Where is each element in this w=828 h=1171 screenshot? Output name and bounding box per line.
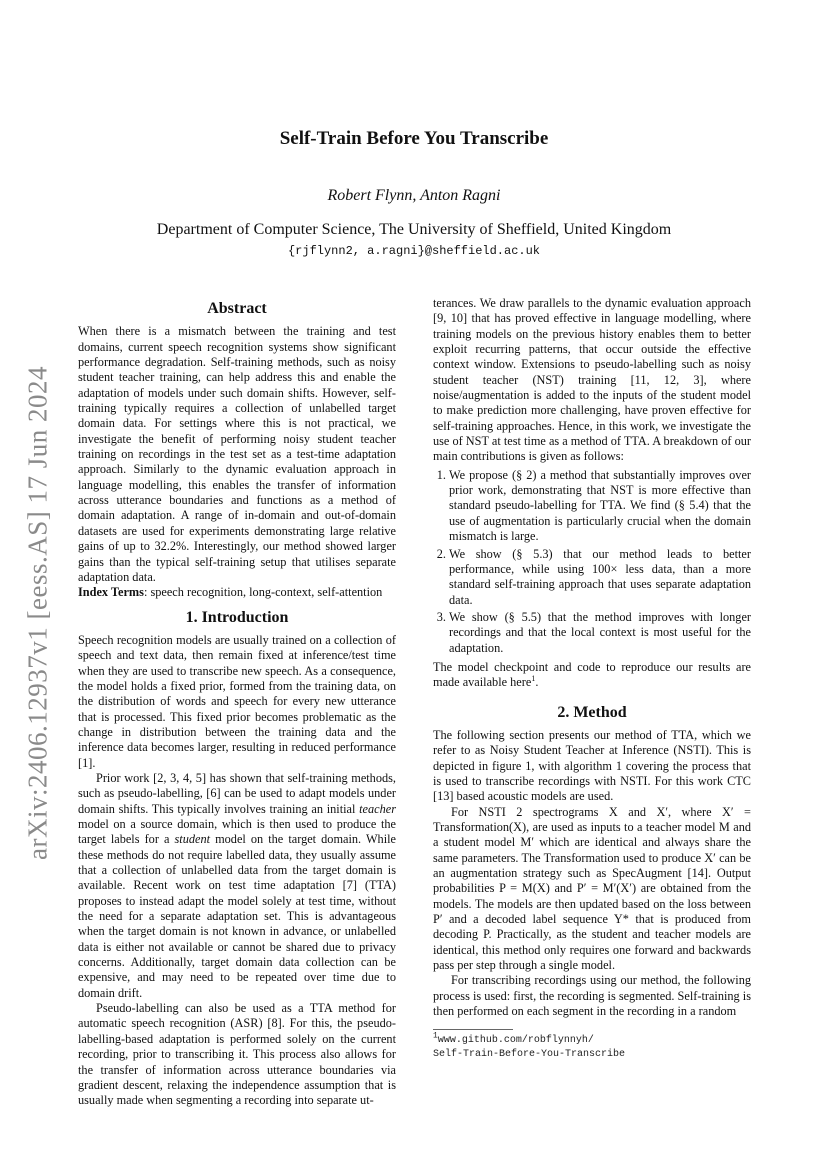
method-paragraph-1: The following section presents our method of TTA, which we refer to as Noisy Student Teacher at Inference (NSTI). This is depicted in figure 1, with algorithm 1 covering the process that is used to transcribe recordings with NSTI. For this work CTC [13] based acoustic models are used.: [433, 727, 751, 804]
index-terms-label: Index Terms: [78, 585, 144, 600]
arxiv-stamp: [14, 358, 62, 868]
code-text-end: .: [535, 675, 539, 690]
intro-p2-part-a: Prior work [2, 3, 4, 5] has shown that self-training methods, such as pseudo-labelling, [6] can be used to adapt models under domain shifts. This typically involves training an initial: [78, 770, 396, 816]
footnote-divider: [433, 1029, 513, 1030]
intro-paragraph-3: Pseudo-labelling can also be used as a TTA method for automatic speech recognition (ASR) [8]. For this, the pseudo-labelling-based adaptation is performed solely on the current recording, prior to transcribing it. This process also allows for the transfer of information across utterance boundaries via gradient descent, relaxing the independence assumption that is usually made when segmenting a recording into separate ut-: [78, 1001, 396, 1108]
index-terms: [78, 585, 396, 600]
paper-email: {rjflynn2, a.ragni}@sheffield.ac.uk: [287, 244, 541, 258]
arxiv-stamp-text: arXiv:2406.12937v1 [eess.AS] 17 Jun 2024: [22, 366, 53, 860]
footnote-url-line-1[interactable]: www.github.com/robflynnyh/: [437, 1035, 594, 1047]
index-terms-text: : speech recognition, long-context, self-attention: [143, 585, 383, 600]
footnote-url-line-2[interactable]: Self-Train-Before-You-Transcribe: [433, 1049, 626, 1061]
paper-affiliation: Department of Computer Science, The University of Sheffield, United Kingdom: [156, 221, 672, 238]
contribution-item: 1. We propose (§ 2) a method that substantially improves over prior work, demonstrating that NST is more effective than standard pseudo-labelling for TTA. We find (§ 5.4) that the use of augmentation is particularly crucial when the domain mismatch is large.: [449, 468, 751, 545]
abstract-heading: Abstract: [207, 300, 267, 317]
intro-paragraph-1: Speech recognition models are usually trained on a collection of speech and text data, then remain fixed at inference/test time when they are used to transcribe new speech. As a consequence, the model holds a fixed prior, formed from the training data, on the distribution of words and speech for every new utterance that is processed. This fixed prior becomes problematic as the change in distribution between the training data and the inference data becomes larger, resulting in reduced performance [1].: [78, 632, 396, 770]
right-column: [433, 296, 751, 1062]
intro-heading: 1. Introduction: [185, 608, 289, 626]
code-availability: [433, 660, 751, 691]
paper-authors: Robert Flynn, Anton Ragni: [327, 187, 501, 204]
method-heading: 2. Method: [557, 703, 627, 721]
student-term: student: [174, 832, 211, 847]
footnote: [433, 1034, 751, 1062]
paper-title: Self-Train Before You Transcribe: [279, 128, 549, 149]
contribution-item: 2. We show (§ 5.3) that our method leads to better performance, while using 100× less data, than a more standard self-training approach that uses separate adaptation data.: [449, 547, 751, 608]
method-paragraph-2: For NSTI 2 spectrograms X and X′, where X′ = Transformation(X), are used as inputs to a teacher model M and a student model M′ which are identical and always share the same parameters. The Transformation used to produce X′ can be an augmentation strategy such as SpecAugment [14]. Output probabilities P = M(X) and P′ = M′(X′) are obtained from the models. The models are then updated based on the loss between P′ and a decoded label sequence Y* that is produced from decoding P. Practically, as the student and teacher models are identical, this method only requires one forward and backwards pass per step through a single model.: [433, 804, 751, 973]
intro-continued-paragraph: terances. We draw parallels to the dynamic evaluation approach [9, 10] that has proved effective in language modelling, where training models on the previous history enables them to better exploit recurring patterns, that occur outside the effective context window. Extensions to pseudo-labelling such as noisy student teacher (NST) training [11, 12, 3], where noise/augmentation is added to the inputs of the student model to make prediction more challenging, have proven effective for self-training approaches. Hence, in this work, we investigate the use of NST at test time as a method of TTA. A breakdown of our main contributions is given as follows:: [433, 296, 751, 464]
left-column: [78, 296, 396, 1109]
intro-p2-part-b: model on a source domain, which is then used to produce the target labels for a: [78, 817, 396, 847]
intro-paragraph-2: [78, 771, 396, 1001]
abstract-body: When there is a mismatch between the training and test domains, current speech recognition systems show significant performance degradation. Self-training methods, such as noisy student teacher training, can help address this and enable the adaptation of models under such domain shifts. However, self-training typically requires a collection of unlabelled target domain data. For settings where this is not practical, we investigate the benefit of performing noisy student teacher training on recordings in the test set as a test-time adaptation approach. Similarly to the dynamic evaluation approach in language modelling, this enables the transfer of information across utterance boundaries and functions as a method of domain adaptation. A range of in-domain and out-of-domain datasets are used for experiments demonstrating large relative gains of up to 32.2%. Interestingly, our method showed larger gains than the typical self-training setup that utilises separate adaptation data.: [78, 324, 396, 584]
footnote-number: 1: [433, 1032, 438, 1042]
method-paragraph-3: For transcribing recordings using our method, the following process is used: first, the recording is segmented. Self-training is then performed on each segment in the recording in a random: [433, 973, 751, 1019]
intro-p2-part-c: model on the target domain. While these methods do not require labelled data, they usually assume that a collection of unlabelled data from the target domain is available. Recent work on test time adaptation [7] (TTA) proposes to instead adapt the model solely at test time, without the need for a separate adaptation set. This is advantageous when the target domain is not known in advance, or unlabelled data is either not available or cannot be shared due to privacy concerns. Additionally, target domain data collection can be expensive, and may need to be repeated over time due to domain drift.: [78, 832, 397, 1000]
footnote-marker: 1: [531, 674, 536, 684]
contribution-item: 3. We show (§ 5.5) that the method improves with longer recordings and that the local context is most useful for the adaptation.: [449, 610, 751, 656]
teacher-term: teacher: [359, 801, 396, 816]
code-text: The model checkpoint and code to reproduce our results are made available here: [433, 659, 751, 690]
contributions-list: [433, 468, 751, 656]
